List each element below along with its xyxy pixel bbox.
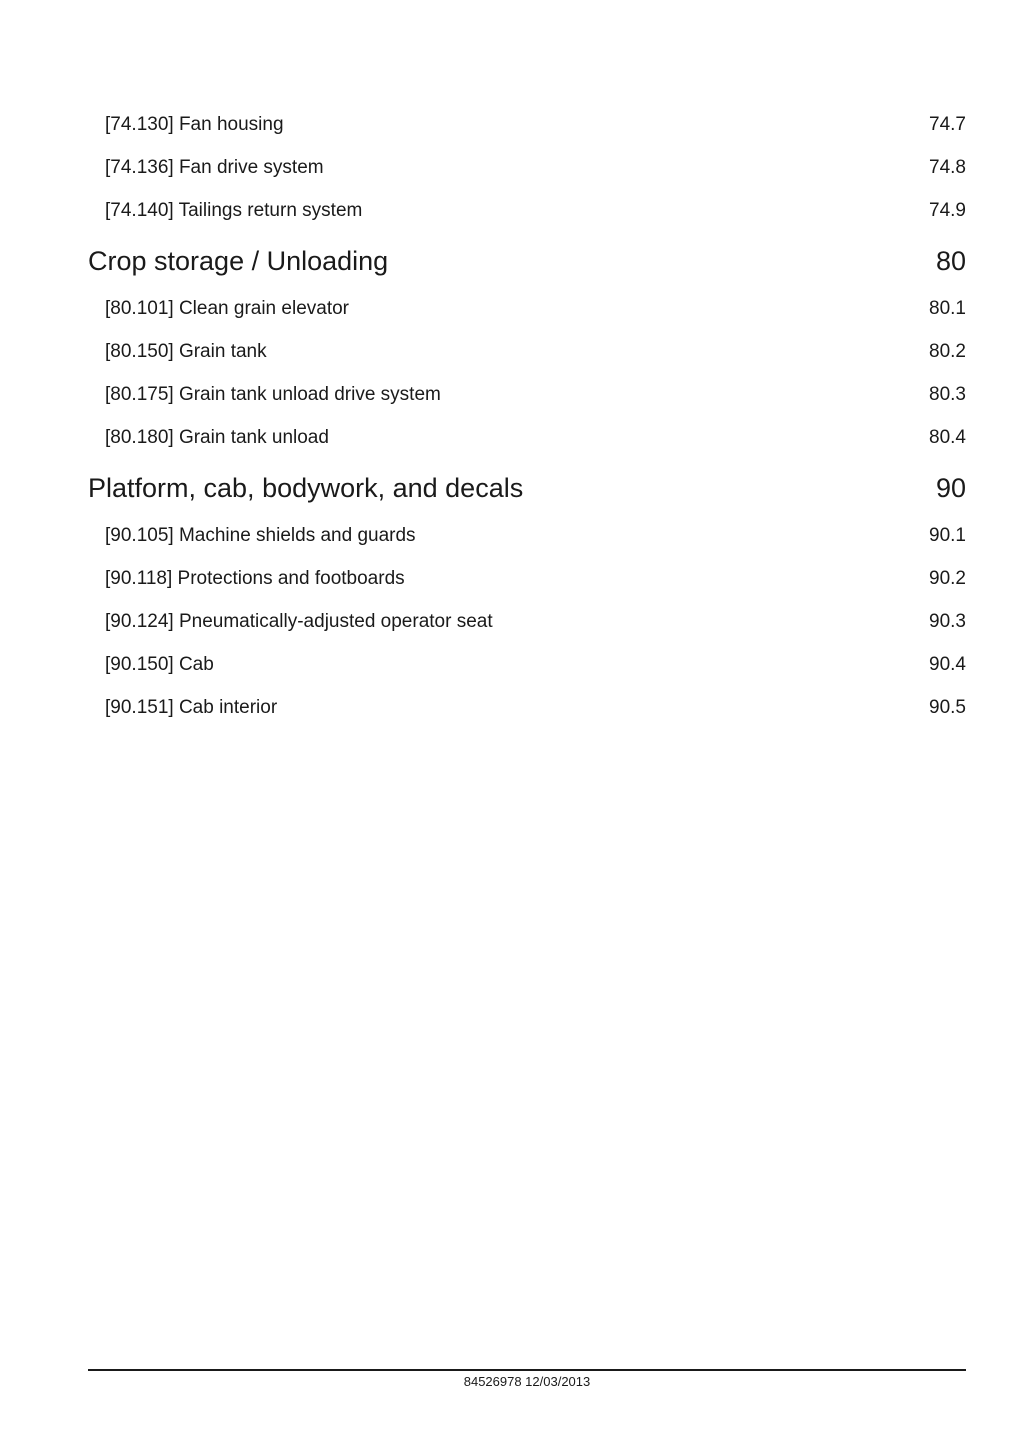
toc-entry-page: 74.9 [929,200,966,221]
toc-entry-label: [80.180] Grain tank unload [105,427,329,448]
toc-entry-page: 80.1 [929,298,966,319]
toc-entry-label: [74.130] Fan housing [105,114,284,135]
toc-entry-page: 80.2 [929,341,966,362]
footer-divider [88,1369,966,1371]
toc-entry-cab[interactable] [88,643,966,686]
toc-entry-grain-tank-unload-drive[interactable] [88,373,966,416]
toc-entry-machine-shields[interactable] [88,514,966,557]
toc-section-page: 90 [935,473,966,503]
toc-entry-page: 90.2 [929,568,966,589]
toc-entry-page: 90.5 [929,697,966,718]
toc-entry-label: [90.124] Pneumatically-adjusted operator seat [105,611,493,632]
toc-entry-grain-tank-unload[interactable] [88,416,966,459]
toc-entry-fan-drive-system[interactable] [88,146,966,189]
toc-entry-cab-interior[interactable] [88,686,966,729]
toc-entry-page: 90.3 [929,611,966,632]
toc-entry-label: [90.150] Cab [105,654,214,675]
toc-section-platform-cab[interactable] [88,462,966,514]
toc-section-label: Crop storage / Unloading [88,246,389,276]
toc-entry-fan-housing[interactable] [88,103,966,146]
toc-entry-label: [90.105] Machine shields and guards [105,525,416,546]
toc-entry-page: 90.1 [929,525,966,546]
toc-entry-operator-seat[interactable] [88,600,966,643]
toc-entry-label: [90.151] Cab interior [105,697,278,718]
toc-entry-page: 74.7 [929,114,966,135]
toc-entry-clean-grain-elevator[interactable] [88,287,966,330]
toc-entry-grain-tank[interactable] [88,330,966,373]
toc-entry-page: 90.4 [929,654,966,675]
toc-entry-label: [80.150] Grain tank [105,341,267,362]
toc-entry-label: [80.101] Clean grain elevator [105,298,349,319]
toc-entry-page: 74.8 [929,157,966,178]
toc-entry-label: [80.175] Grain tank unload drive system [105,384,441,405]
toc-entry-label: [74.136] Fan drive system [105,157,324,178]
table-of-contents [88,103,966,729]
toc-entry-page: 80.4 [929,427,966,448]
footer-document-id: 84526978 12/03/2013 [463,1374,591,1389]
toc-section-page: 80 [935,246,966,276]
toc-entry-tailings-return-system[interactable] [88,189,966,232]
toc-section-crop-storage[interactable] [88,235,966,287]
toc-entry-page: 80.3 [929,384,966,405]
toc-section-label: Platform, cab, bodywork, and decals [88,473,524,503]
toc-entry-label: [74.140] Tailings return system [105,200,363,221]
toc-entry-protections-footboards[interactable] [88,557,966,600]
toc-entry-label: [90.118] Protections and footboards [105,568,405,589]
